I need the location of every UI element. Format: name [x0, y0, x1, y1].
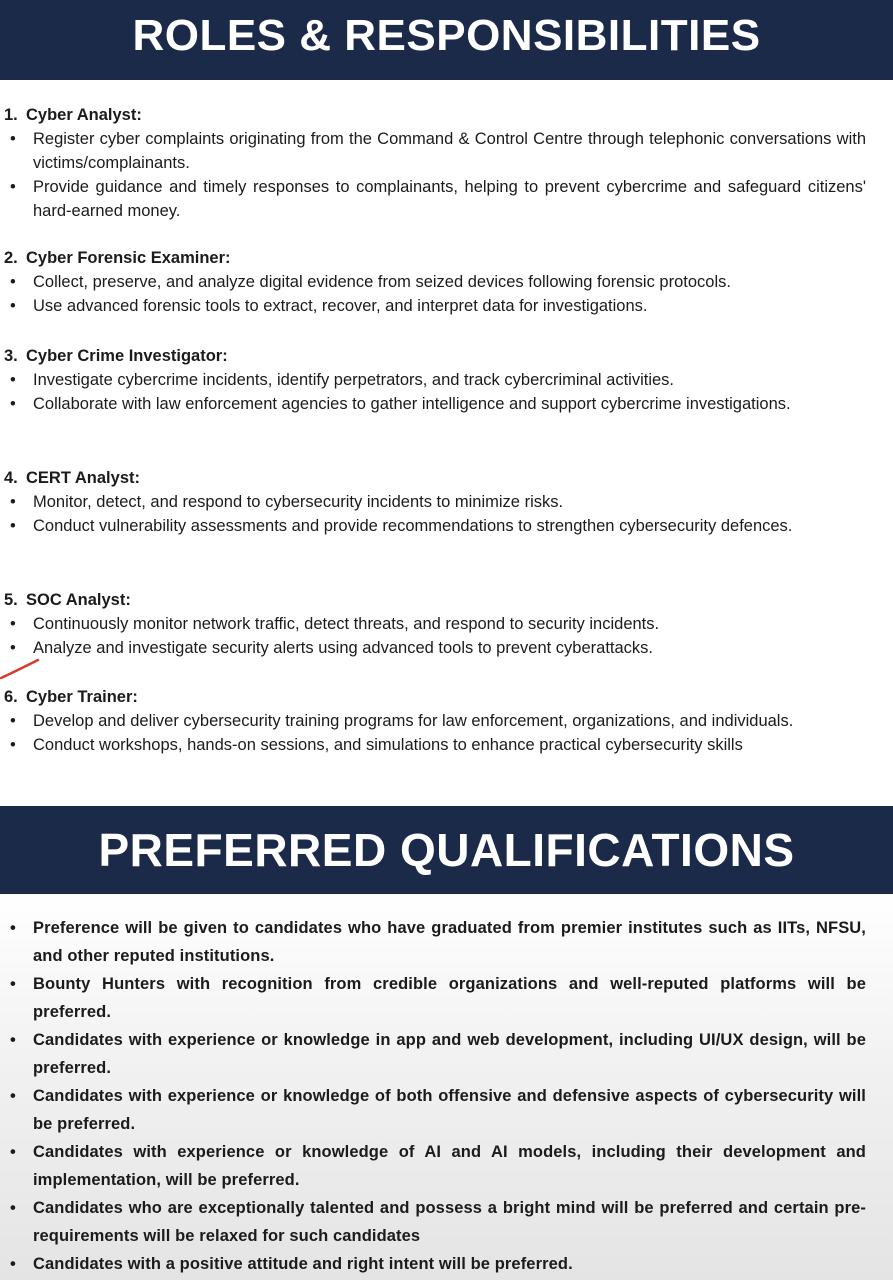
role-bullet-text: Use advanced forensic tools to extract, recover, and interpret data for investigations. [33, 297, 648, 315]
bullet-dot: • [10, 1199, 16, 1217]
role-bullet-text: Analyze and investigate security alerts using advanced tools to prevent cyberattacks. [33, 639, 654, 657]
roles-list [0, 80, 893, 806]
role-number: 1. [4, 106, 18, 124]
role-bullet [0, 392, 893, 416]
qualification-item [0, 1250, 893, 1278]
role-title [4, 466, 140, 490]
qualifications-list [0, 894, 893, 1280]
role-bullet-text: Collect, preserve, and analyze digital evidence from seized devices following forensic protocols. [33, 273, 731, 291]
role-bullet-text: Develop and deliver cybersecurity training programs for law enforcement, organizations, and individuals. [33, 712, 794, 730]
role-title-text: Cyber Forensic Examiner: [26, 249, 231, 267]
role-number: 3. [4, 347, 18, 365]
role-bullet [0, 709, 893, 733]
role-bullet [0, 636, 893, 660]
role-number: 4. [4, 469, 18, 487]
qualification-text: Bounty Hunters with recognition from credible organizations and well-reputed platforms will be preferred. [33, 975, 866, 1021]
role-bullet [0, 612, 893, 636]
role-bullets [0, 612, 893, 660]
role-number: 5. [4, 591, 18, 609]
bullet-dot: • [10, 1087, 16, 1105]
role-bullet-text: Register cyber complaints originating from the Command & Control Centre through telephonic conversations with victims/complainants. [33, 130, 866, 172]
role-bullets [0, 709, 893, 757]
role-title [4, 103, 142, 127]
bullet-dot: • [10, 1255, 16, 1273]
role-title-text: Cyber Crime Investigator: [26, 347, 228, 365]
role-bullet [0, 490, 893, 514]
bullet-dot: • [10, 736, 16, 754]
role-bullet [0, 175, 893, 223]
bullet-dot: • [10, 273, 16, 291]
role-bullet [0, 294, 893, 318]
role-bullets [0, 127, 893, 223]
qualification-text: Candidates with experience or knowledge of both offensive and defensive aspects of cybersecurity will be preferred. [33, 1087, 866, 1133]
bullet-dot: • [10, 297, 16, 315]
roles-heading: ROLES & RESPONSIBILITIES [0, 0, 893, 80]
role-title [4, 588, 131, 612]
role-number: 2. [4, 249, 18, 267]
qualification-text: Candidates with a positive attitude and right intent will be preferred. [33, 1255, 573, 1273]
qualification-text: Candidates who are exceptionally talented and possess a bright mind will be preferred and certain pre-requirements will be relaxed for such candidates [33, 1199, 866, 1245]
role-title [4, 246, 231, 270]
qualification-text: Preference will be given to candidates who have graduated from premier institutes such as IITs, NFSU, and other reputed institutions. [33, 919, 866, 965]
bullet-dot: • [10, 130, 16, 148]
qualification-item [0, 914, 893, 970]
role-title-text: CERT Analyst: [26, 469, 140, 487]
role-bullet-text: Collaborate with law enforcement agencies to gather intelligence and support cybercrime investigations. [33, 395, 791, 413]
red-annotation-mark [0, 652, 42, 682]
role-bullet [0, 733, 893, 757]
qualification-item [0, 1194, 893, 1250]
qualification-text: Candidates with experience or knowledge in app and web development, including UI/UX design, will be preferred. [33, 1031, 866, 1077]
bullet-dot: • [10, 371, 16, 389]
bullet-dot: • [10, 395, 16, 413]
role-bullet [0, 127, 893, 175]
role-bullet-text: Continuously monitor network traffic, detect threats, and respond to security incidents. [33, 615, 660, 633]
role-bullet [0, 514, 893, 538]
bullet-dot: • [10, 639, 16, 657]
role-bullets [0, 270, 893, 318]
role-bullet [0, 270, 893, 294]
qualification-item [0, 970, 893, 1026]
role-bullets [0, 368, 893, 416]
role-title-text: Cyber Trainer: [26, 688, 138, 706]
role-title-text: SOC Analyst: [26, 591, 131, 609]
role-number: 6. [4, 688, 18, 706]
bullet-dot: • [10, 1031, 16, 1049]
role-bullet-text: Conduct workshops, hands-on sessions, and simulations to enhance practical cybersecurity skills [33, 736, 743, 754]
role-title-text: Cyber Analyst: [26, 106, 142, 124]
bullet-dot: • [10, 517, 16, 535]
role-title [4, 344, 228, 368]
role-bullets [0, 490, 893, 538]
role-bullet-text: Investigate cybercrime incidents, identify perpetrators, and track cybercriminal activities. [33, 371, 675, 389]
role-bullet [0, 368, 893, 392]
bullet-dot: • [10, 975, 16, 993]
bullet-dot: • [10, 493, 16, 511]
bullet-dot: • [10, 178, 16, 196]
qualification-bullets [0, 914, 893, 1278]
bullet-dot: • [10, 1143, 16, 1161]
bullet-dot: • [10, 712, 16, 730]
qualification-text: Candidates with experience or knowledge of AI and AI models, including their development and implementation, will be preferred. [33, 1143, 866, 1189]
role-bullet-text: Monitor, detect, and respond to cybersecurity incidents to minimize risks. [33, 493, 564, 511]
role-bullet-text: Provide guidance and timely responses to complainants, helping to prevent cybercrime and safeguard citizens' hard-earned money. [33, 178, 866, 220]
bullet-dot: • [10, 919, 16, 937]
role-title [4, 685, 138, 709]
qualification-item [0, 1138, 893, 1194]
bullet-dot: • [10, 615, 16, 633]
qualification-item [0, 1026, 893, 1082]
qualification-item [0, 1082, 893, 1138]
qualifications-heading: PREFERRED QUALIFICATIONS [0, 806, 893, 894]
role-bullet-text: Conduct vulnerability assessments and provide recommendations to strengthen cybersecurity defences. [33, 517, 793, 535]
